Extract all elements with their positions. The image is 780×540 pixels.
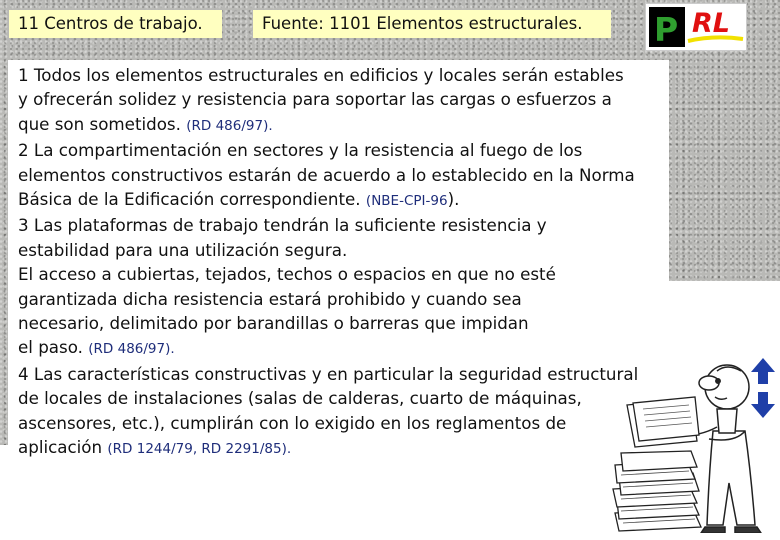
line-text: que son sometidos. bbox=[18, 113, 181, 134]
person-reading-papers-icon bbox=[605, 343, 770, 533]
source-label: Fuente: 1101 Elementos estructurales. bbox=[253, 10, 611, 38]
line-text: el paso. bbox=[18, 337, 83, 358]
prl-logo-graphic bbox=[646, 4, 746, 50]
text-line: garantizada dicha resistencia estará prohibido y cuando sea bbox=[18, 288, 522, 309]
logo-letter-p: P bbox=[654, 10, 679, 49]
text-line: 2 La compartimentación en sectores y la resistencia al fuego de los bbox=[18, 140, 583, 161]
line-text: aplicación bbox=[18, 437, 103, 458]
reference-tail: ). bbox=[447, 189, 460, 210]
main-content-panel bbox=[8, 60, 669, 458]
legal-reference: (RD 486/97). bbox=[88, 341, 175, 358]
text-line: 1 Todos los elementos estructurales en edificios y locales serán estables bbox=[18, 65, 624, 85]
text-line bbox=[18, 187, 669, 213]
text-line bbox=[18, 112, 669, 138]
paragraph-3 bbox=[18, 213, 669, 361]
held-papers bbox=[627, 397, 699, 447]
paragraph-4 bbox=[18, 362, 669, 462]
text-line bbox=[18, 435, 669, 461]
text-line: El acceso a cubiertas, tejados, techos o espacios en que no esté bbox=[18, 264, 556, 285]
logo-underline bbox=[688, 37, 743, 41]
legal-reference: (NBE-CPI-96 bbox=[365, 193, 448, 210]
text-line: ascensores, etc.), cumplirán con lo exigido en los reglamentos de bbox=[18, 412, 567, 433]
paragraph-1 bbox=[18, 63, 669, 138]
text-line: 3 Las plataformas de trabajo tendrán la suficiente resistencia y bbox=[18, 215, 547, 236]
text-line: elementos constructivos estarán de acuerdo a lo establecido en la Norma bbox=[18, 164, 635, 185]
text-line bbox=[18, 335, 669, 361]
legal-reference: RD 2291/85). bbox=[201, 441, 292, 458]
legal-reference: (RD 1244/79 bbox=[107, 441, 193, 458]
section-label: 11 Centros de trabajo. bbox=[9, 10, 222, 38]
text-line: 4 Las características constructivas y en particular la seguridad estructural bbox=[18, 363, 639, 384]
legal-reference: (RD 486/97). bbox=[186, 117, 273, 134]
reference-separator: , bbox=[192, 441, 202, 458]
clipart-graphic bbox=[605, 343, 770, 533]
text-line: de locales de instalaciones (salas de calderas, cuarto de máquinas, bbox=[18, 388, 582, 409]
text-line: y ofrecerán solidez y resistencia para soportar las cargas o esfuerzos a bbox=[18, 89, 612, 110]
logo-letters-rl: RL bbox=[692, 8, 730, 39]
line-text: Básica de la Edificación correspondiente. bbox=[18, 189, 361, 210]
prl-logo bbox=[645, 3, 747, 51]
paragraph-2 bbox=[18, 138, 669, 213]
text-line: estabilidad para una utilización segura. bbox=[18, 239, 348, 260]
text-line: necesario, delimitado por barandillas o barreras que impidan bbox=[18, 313, 529, 334]
